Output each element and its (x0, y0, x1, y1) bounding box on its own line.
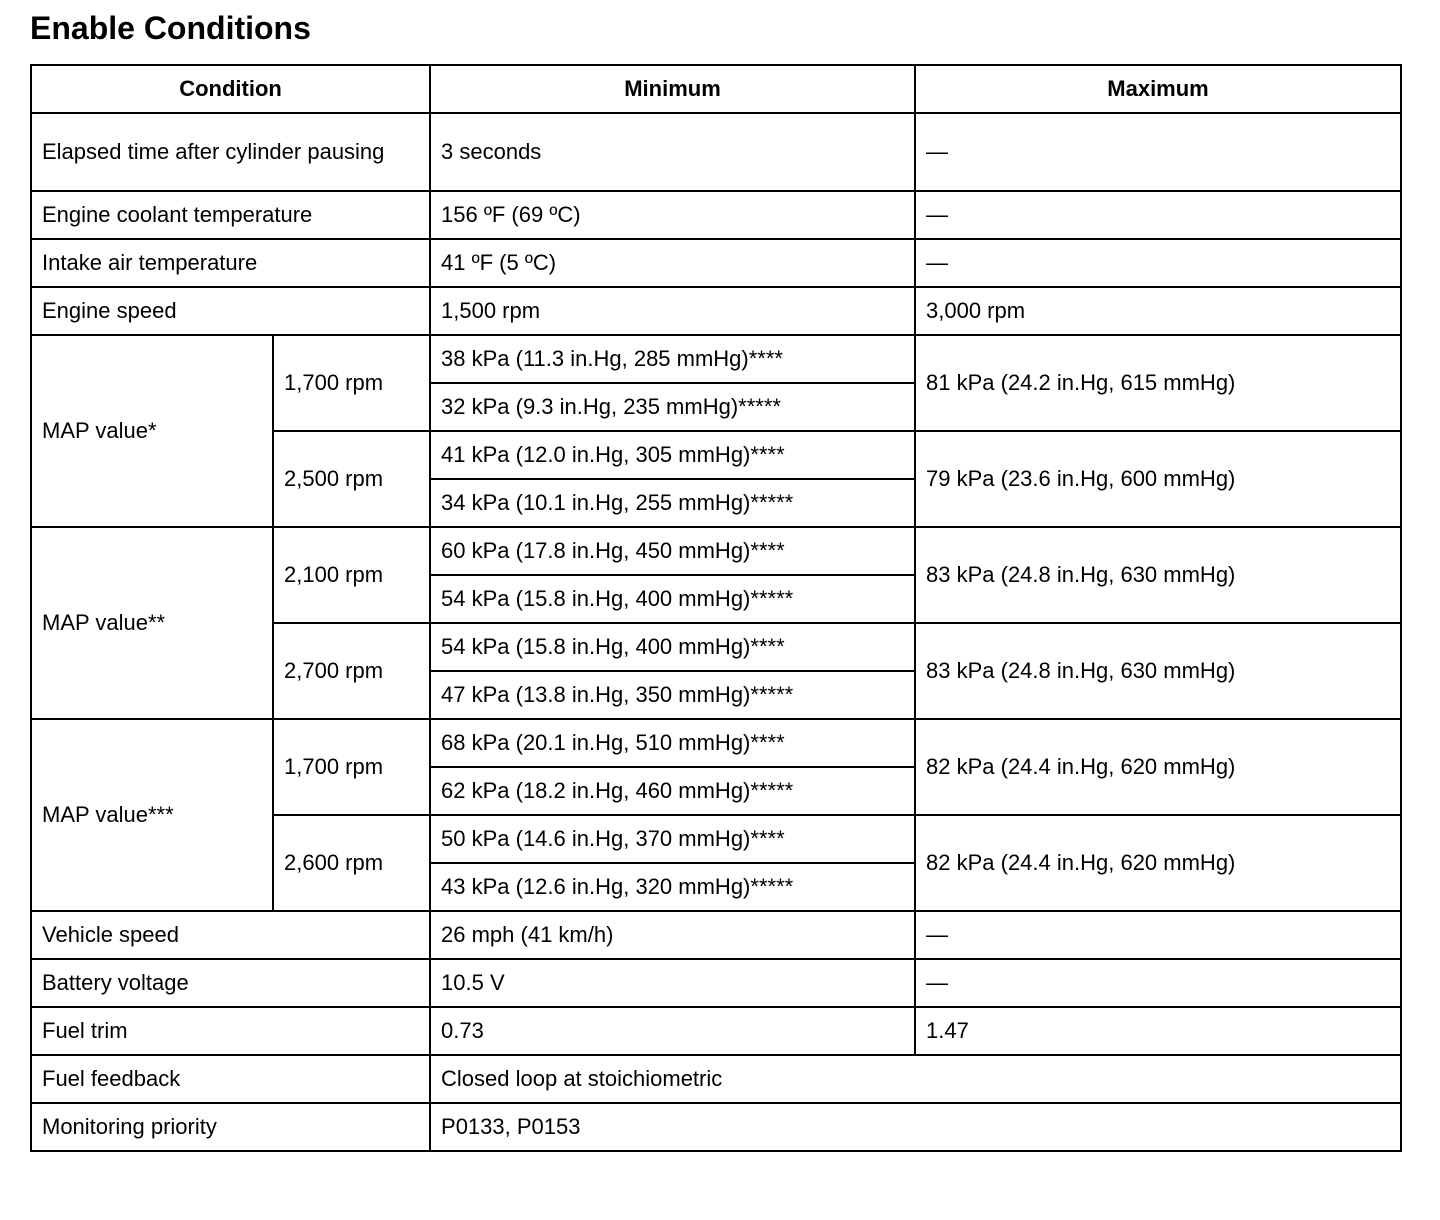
header-minimum: Minimum (430, 65, 915, 113)
map-group-label: MAP value* (31, 335, 273, 527)
rpm-cell: 2,100 rpm (273, 527, 430, 623)
header-maximum: Maximum (915, 65, 1401, 113)
condition-cell: Battery voltage (31, 959, 430, 1007)
minimum-cell: 41 kPa (12.0 in.Hg, 305 mmHg)**** (430, 431, 915, 479)
condition-cell: Engine speed (31, 287, 430, 335)
minimum-cell: 156 ºF (69 ºC) (430, 191, 915, 239)
minimum-cell: 68 kPa (20.1 in.Hg, 510 mmHg)**** (430, 719, 915, 767)
condition-cell: Fuel trim (31, 1007, 430, 1055)
rpm-cell: 1,700 rpm (273, 335, 430, 431)
minimum-cell: 32 kPa (9.3 in.Hg, 235 mmHg)***** (430, 383, 915, 431)
minimum-cell: 54 kPa (15.8 in.Hg, 400 mmHg)**** (430, 623, 915, 671)
table-row-vehicle-speed (31, 911, 1401, 959)
table-row-fuel-trim (31, 1007, 1401, 1055)
table-row-battery-voltage (31, 959, 1401, 1007)
table-row-map (31, 719, 1401, 767)
minimum-cell: 3 seconds (430, 113, 915, 191)
maximum-cell: 81 kPa (24.2 in.Hg, 615 mmHg) (915, 335, 1401, 431)
maximum-cell: 82 kPa (24.4 in.Hg, 620 mmHg) (915, 815, 1401, 911)
table-row-coolant-temp (31, 191, 1401, 239)
minimum-cell: 1,500 rpm (430, 287, 915, 335)
minimum-cell: 0.73 (430, 1007, 915, 1055)
minimum-cell: 50 kPa (14.6 in.Hg, 370 mmHg)**** (430, 815, 915, 863)
map-group-label: MAP value*** (31, 719, 273, 911)
value-cell: Closed loop at stoichiometric (430, 1055, 1401, 1103)
condition-cell: Fuel feedback (31, 1055, 430, 1103)
table-row-map (31, 335, 1401, 383)
header-condition: Condition (31, 65, 430, 113)
rpm-cell: 1,700 rpm (273, 719, 430, 815)
minimum-cell: 26 mph (41 km/h) (430, 911, 915, 959)
header-row (31, 65, 1401, 113)
table-row-elapsed-time (31, 113, 1401, 191)
condition-cell: Intake air temperature (31, 239, 430, 287)
page-title: Enable Conditions (30, 10, 311, 46)
maximum-cell: 83 kPa (24.8 in.Hg, 630 mmHg) (915, 623, 1401, 719)
table-row-engine-speed (31, 287, 1401, 335)
maximum-cell: — (915, 191, 1401, 239)
minimum-cell: 62 kPa (18.2 in.Hg, 460 mmHg)***** (430, 767, 915, 815)
minimum-cell: 10.5 V (430, 959, 915, 1007)
maximum-cell: — (915, 239, 1401, 287)
maximum-cell: 1.47 (915, 1007, 1401, 1055)
maximum-cell: — (915, 113, 1401, 191)
maximum-cell: — (915, 911, 1401, 959)
minimum-cell: 34 kPa (10.1 in.Hg, 255 mmHg)***** (430, 479, 915, 527)
condition-cell: Engine coolant temperature (31, 191, 430, 239)
map-group-label: MAP value** (31, 527, 273, 719)
minimum-cell: 43 kPa (12.6 in.Hg, 320 mmHg)***** (430, 863, 915, 911)
rpm-cell: 2,700 rpm (273, 623, 430, 719)
condition-cell: Elapsed time after cylinder pausing (31, 113, 430, 191)
table-row-map (31, 527, 1401, 575)
minimum-cell: 41 ºF (5 ºC) (430, 239, 915, 287)
condition-cell: Vehicle speed (31, 911, 430, 959)
enable-conditions-table (30, 64, 1402, 1152)
minimum-cell: 54 kPa (15.8 in.Hg, 400 mmHg)***** (430, 575, 915, 623)
rpm-cell: 2,500 rpm (273, 431, 430, 527)
table-row-intake-air-temp (31, 239, 1401, 287)
maximum-cell: 83 kPa (24.8 in.Hg, 630 mmHg) (915, 527, 1401, 623)
maximum-cell: — (915, 959, 1401, 1007)
table-row-fuel-feedback (31, 1055, 1401, 1103)
table-row-monitoring-priority (31, 1103, 1401, 1151)
maximum-cell: 82 kPa (24.4 in.Hg, 620 mmHg) (915, 719, 1401, 815)
condition-cell: Monitoring priority (31, 1103, 430, 1151)
minimum-cell: 47 kPa (13.8 in.Hg, 350 mmHg)***** (430, 671, 915, 719)
minimum-cell: 38 kPa (11.3 in.Hg, 285 mmHg)**** (430, 335, 915, 383)
maximum-cell: 79 kPa (23.6 in.Hg, 600 mmHg) (915, 431, 1401, 527)
maximum-cell: 3,000 rpm (915, 287, 1401, 335)
rpm-cell: 2,600 rpm (273, 815, 430, 911)
value-cell: P0133, P0153 (430, 1103, 1401, 1151)
minimum-cell: 60 kPa (17.8 in.Hg, 450 mmHg)**** (430, 527, 915, 575)
